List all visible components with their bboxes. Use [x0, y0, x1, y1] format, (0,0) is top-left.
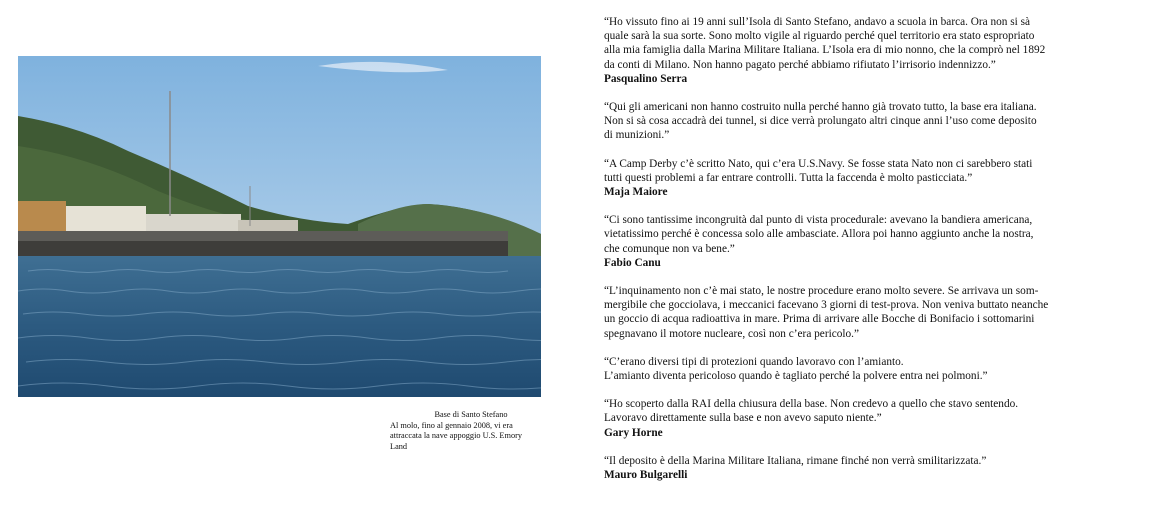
quote-item [604, 355, 1134, 383]
quote-text: “Qui gli americani non hanno costruito nulla perché hanno già trovato tutto, la base era italiana. Non si sà cosa accadrà dei tunnel, si dice verrà prolungato altri cinque anni l’uso come deposito di munizioni.” [604, 101, 1037, 142]
quote-text: “C’erano diversi tipi di protezioni quando lavoravo con l’amianto. L’amianto diventa pericoloso quando è tagliato perché la polvere entra nei polmoni.” [604, 355, 988, 383]
quote-text: “L’inquinamento non c’è mai stato, le nostre procedure erano molto severe. Se arrivava un som- mergibile che gocciolava, i meccanici facevano 3 giorni di test-prova. Non veniva buttato neanche un goccio di acqua radioattiva in mare. Prima di arrivare alle Bocche di Bonifacio i sottomarini spegnavano il motore nucleare, così non c’era pericolo.” [604, 285, 1049, 340]
quote-text: “Ci sono tantissime incongruità dal punto di vista procedurale: avevano la bandiera americana, vietatissimo perché è concessa solo alle ambasciate. Allora poi hanno aggiunto anche la nostra, che comunque non va bene.” [604, 214, 1034, 255]
quote-author: Mauro Bulgarelli [604, 469, 688, 482]
quote-text: “Ho vissuto fino ai 19 anni sull’Isola di Santo Stefano, andavo a scuola in barca. Ora non si sà quale sarà la sua sorte. Sono molto vigile al riguardo perché quel territorio era stato espropriato alla mia famiglia dalla Marina Militare Italiana. L’Isola era di mio nonno, che la comprò nel 1892 da conti di Milano. Non hanno pagato perché abbiamo rifiutato l’irrisorio indennizzo.” [604, 16, 1046, 71]
quotes-column [604, 15, 1134, 496]
quote-author: Maja Maiore [604, 186, 668, 199]
caption-title: Base di Santo Stefano [434, 410, 508, 419]
harbor-photo [18, 56, 541, 397]
caption-text: Al molo, fino al gennaio 2008, vi era attraccata la nave appoggio U.S. Emory Land [390, 420, 523, 451]
quote-item [604, 15, 1134, 86]
quote-item [604, 100, 1134, 143]
quote-item [604, 213, 1134, 270]
photo-caption [390, 410, 540, 452]
quote-author: Gary Horne [604, 426, 663, 439]
quote-author: Fabio Canu [604, 256, 661, 269]
quote-text: “A Camp Derby c’è scritto Nato, qui c’era U.S.Navy. Se fosse stata Nato non ci sarebbero stati tutti questi problemi a far entrare controlli. Tutta la faccenda è molto pasticciata.” [604, 157, 1033, 184]
quote-text: “Il deposito è della Marina Militare Italiana, rimane finché non verrà smilitarizzata.” [604, 454, 987, 467]
quote-item [604, 397, 1134, 440]
quote-item [604, 157, 1134, 200]
quote-item [604, 284, 1134, 341]
quote-text: “Ho scoperto dalla RAI della chiusura della base. Non credevo a quello che stavo sentendo. Lavoravo direttamente sulla base e non avevo saputo niente.” [604, 398, 1019, 425]
quote-item [604, 454, 1134, 482]
quote-author: Pasqualino Serra [604, 72, 688, 85]
harbor-landscape-image [18, 56, 541, 397]
